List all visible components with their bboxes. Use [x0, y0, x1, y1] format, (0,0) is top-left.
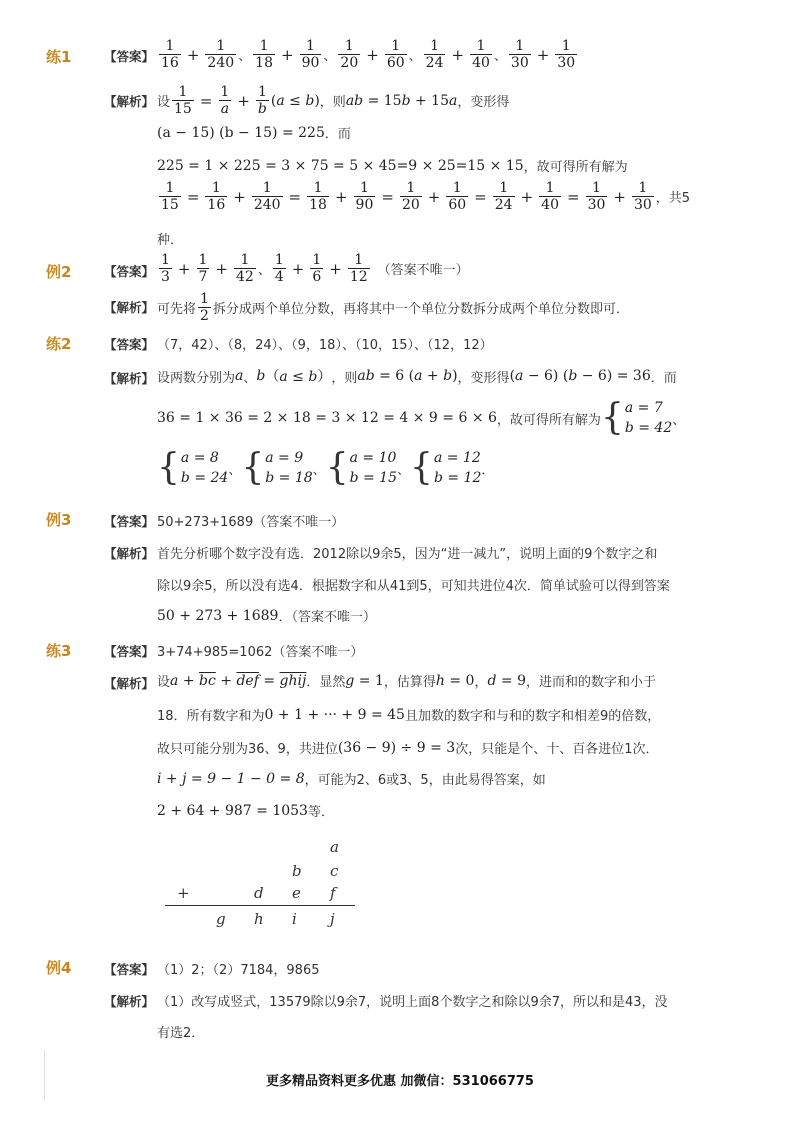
label-li4: 例4 — [46, 959, 72, 977]
lian2-analysis-line3: { a = 8 b = 24 、 { a = 9 b = 18 、 { a = 10 b = 15 、 { a = 12 b = 12 ． — [157, 447, 495, 488]
lian3-answer: 3+74+985=1062（答案不唯一） — [157, 645, 364, 660]
label-li3: 例3 — [46, 511, 72, 529]
equation-system: { a = 9 b = 18 — [241, 447, 313, 488]
label-lian3: 练3 — [46, 642, 72, 660]
digit-a: a — [330, 838, 339, 856]
analysis-tag: 【解析】 — [104, 94, 155, 109]
analysis-tag: 【解析】 — [104, 994, 155, 1009]
digit-g: g — [216, 910, 226, 928]
answer-tag: 【答案】 — [104, 962, 155, 977]
fraction: $\frac{1}{24}$ — [425, 38, 444, 71]
label-lian2: 练2 — [46, 335, 72, 353]
analysis-tag: 【解析】 — [104, 300, 155, 315]
analysis-tag: 【解析】 — [104, 371, 155, 386]
lian1-analysis-line1: 设 $\frac{1}{15}$ = $\frac{1}{a}$ + $\frac{1}{b}$ (a ≤ b) ，则 ab = 15b + 15a ，变形得 — [157, 84, 510, 117]
lian3-analysis-line1: 设 $a + \overline{bc} + \overline{def}$ = ghij ．显然 g = 1 ，估算得 h = 0 ， d = 9 ，进而和的数字和小于 — [157, 672, 657, 690]
answer-tag: 【答案】 — [104, 514, 155, 529]
lian3-analysis-line2: 18．所有数字和为 0 + 1 + ··· + 9 = 45 且加数的数字和与和的数字和相差9的倍数， — [157, 706, 661, 724]
li3-analysis-line2: 除以9余5，所以没有选4．根据数字和从41到5，可知共进位4次．简单试验可以得到答案 — [157, 579, 670, 594]
fraction: $\frac{1}{40}$ — [472, 38, 490, 71]
li3-analysis-line1: 首先分析哪个数字没有选．2012除以9余5，因为“进一减九”，说明上面的9个数字之和 — [157, 547, 658, 562]
digit-h: h — [254, 910, 264, 928]
analysis-tag: 【解析】 — [104, 546, 155, 561]
li2-answer: $\frac{1}{3}$ + $\frac{1}{7}$ + $\frac{1}{42}$ 、 $\frac{1}{4}$ + $\frac{1}{6}$ + $\frac{1}{12}$ （答案不唯一） — [161, 252, 469, 285]
digit-b: b — [292, 862, 302, 880]
li4-answer: （1）2；（2）7184，9865 — [157, 963, 320, 978]
lian2-analysis-line1: 设两数分别为 a 、 b （a ≤ b） ，则 ab = 6 (a + b) ，变形得 (a − 6) (b − 6) = 36 ．而 — [157, 368, 677, 386]
equation-system: { a = 7 b = 42 — [600, 397, 673, 438]
lian1-answer: $\frac{1}{16}$ + $\frac{1}{240}$ 、 $\frac{1}{18}$ + $\frac{1}{90}$ 、 $\frac{1}{20}$ + $\frac{1}{60}$ 、 $\frac{1}{24}$ + $\frac{1}{40}$ 、 $\frac{1}{30}$ + $\frac{1}{30}$ — [161, 38, 576, 71]
li4-analysis-line2: 有选2． — [157, 1026, 205, 1041]
fraction: $\frac{1}{30}$ — [510, 38, 529, 71]
analysis-tag: 【解析】 — [104, 676, 155, 691]
li2-analysis: 可先将 $\frac{1}{2}$ 拆分成两个单位分数，再将其中一个单位分数拆分成两个单位分数即可． — [157, 291, 629, 324]
lian1-analysis-line5: 种． — [157, 233, 184, 248]
li4-analysis-line1: （1）改写成竖式，13579除以9余7，说明上面8个数字之和除以9余7，所以和是43，没 — [157, 995, 668, 1010]
fraction: $\frac{1}{90}$ — [301, 38, 320, 71]
answer-tag: 【答案】 — [104, 49, 155, 64]
lian1-analysis-line4: $\frac{1}{15}$ = $\frac{1}{16}$ + $\frac{1}{240}$ = $\frac{1}{18}$ + $\frac{1}{90}$ = $\frac{1}{20}$ + $\frac{1}{60}$ = $\frac{1}{24}$ + $\frac{1}{40}$ = $\frac{1}{30}$ + $\frac{1}{30}$ ，共5 — [161, 180, 691, 213]
digit-c: c — [330, 862, 339, 880]
digit-f: f — [330, 884, 336, 902]
lian1-analysis-line2: (a − 15) (b − 15) = 225 ．而 — [157, 124, 351, 142]
equation-system: { a = 10 b = 15 — [325, 447, 398, 488]
equation-system: { a = 12 b = 12 — [410, 447, 482, 488]
answer-tag: 【答案】 — [104, 644, 155, 659]
li3-analysis-line3: 50 + 273 + 1689 ．（答案不唯一） — [157, 607, 376, 625]
digit-e: e — [292, 884, 301, 902]
fraction: $\frac{1}{16}$ — [161, 38, 179, 71]
plus-sign: + — [177, 884, 190, 902]
answer-tag: 【答案】 — [104, 337, 155, 352]
footer-promo: 更多精品资料更多优惠 加微信：531066775 — [266, 1074, 534, 1089]
equation-system: { a = 8 b = 24 — [157, 447, 229, 488]
answer-tag: 【答案】 — [104, 264, 155, 279]
lian1-analysis-line3: 225 = 1 × 225 = 3 × 75 = 5 × 45=9 × 25=15 × 15 ，故可得所有解为 — [157, 157, 628, 175]
fraction: $\frac{1}{30}$ — [557, 38, 576, 71]
fraction: $\frac{1}{18}$ — [255, 38, 273, 71]
lian2-answer: （7，42）、（8，24）、（9，18）、（10，15）、（12，12） — [157, 338, 493, 353]
li3-answer: 50+273+1689（答案不唯一） — [157, 515, 345, 530]
lian3-analysis-line3: 故只可能分别为36、9，共进位 (36 − 9) ÷ 9 = 3 次，只能是个、十、百各进位1次． — [157, 739, 659, 757]
digit-j: j — [330, 910, 335, 928]
lian3-analysis-line4: i + j = 9 − 1 − 0 = 8 ，可能为2、6或3、5，由此易得答案，如 — [157, 770, 546, 788]
sum-rule — [165, 905, 355, 906]
fraction: $\frac{1}{20}$ — [340, 38, 359, 71]
label-lian1: 练1 — [46, 48, 72, 66]
digit-d: d — [254, 884, 264, 902]
fraction: $\frac{1}{240}$ — [207, 38, 235, 71]
digit-i: i — [292, 910, 297, 928]
lian2-analysis-line2: 36 = 1 × 36 = 2 × 18 = 3 × 12 = 4 × 9 = 6 × 6 ，故可得所有解为 { a = 7 b = 42 、 — [157, 397, 686, 438]
lian3-analysis-line5: 2 + 64 + 987 = 1053 等． — [157, 802, 334, 820]
fraction: $\frac{1}{60}$ — [386, 38, 405, 71]
label-li2: 例2 — [46, 263, 72, 281]
